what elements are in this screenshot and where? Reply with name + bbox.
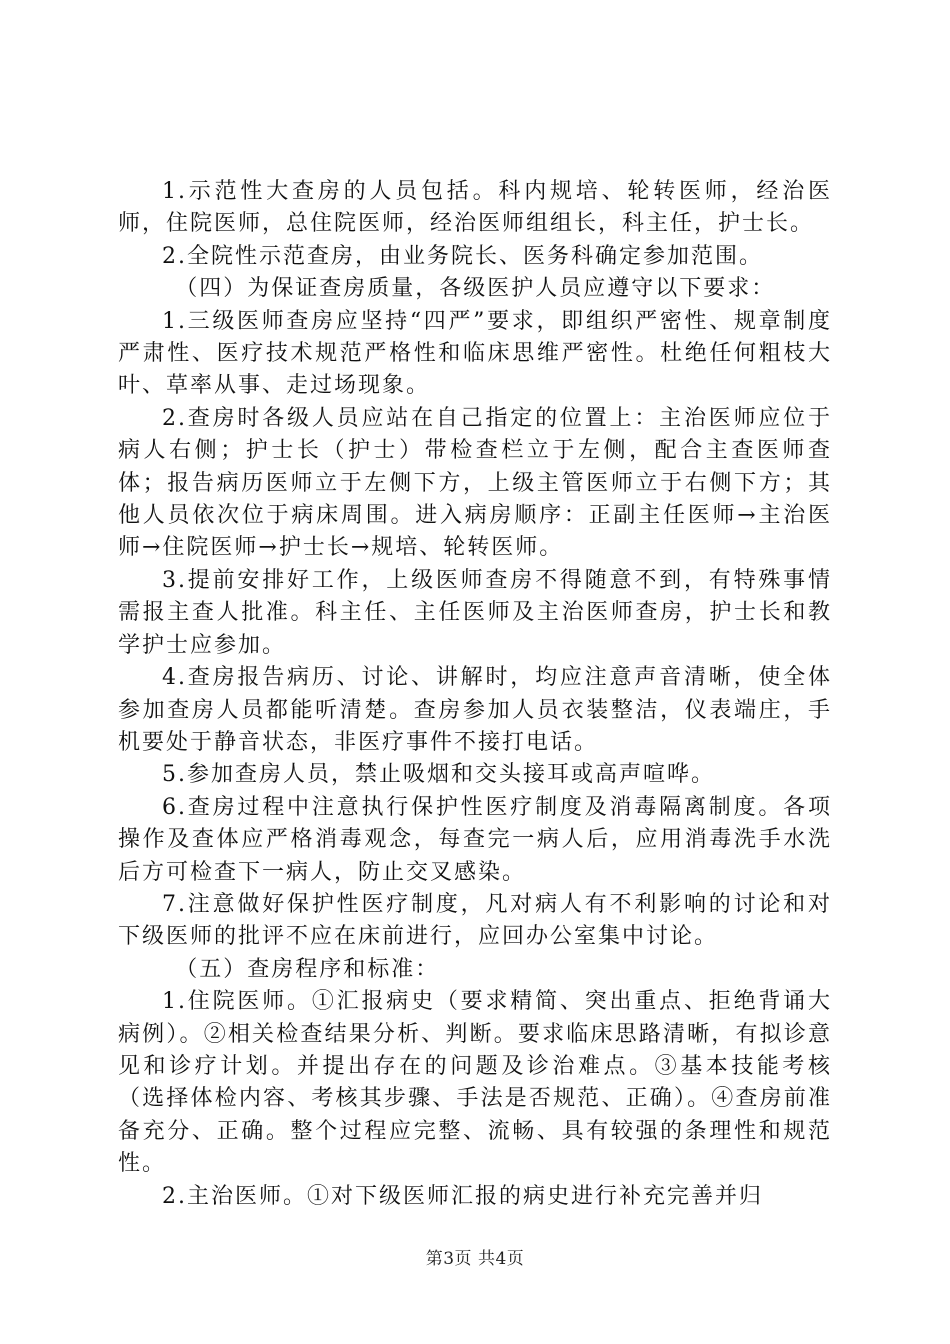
document-body bbox=[118, 176, 832, 1213]
section-heading-4: （四）为保证查房质量，各级医护人员应遵守以下要求： bbox=[175, 276, 776, 302]
paragraph-requirement-6: 6.查房过程中注意执行保护性医疗制度及消毒隔离制度。各项操作及查体应严格消毒观念，每查完一病人后，应用消毒洗手水洗后方可检查下一病人，防止交叉感染。 bbox=[118, 794, 832, 885]
paragraph-hospital-demo-rounds: 2.全院性示范查房，由业务院长、医务科确定参加范围。 bbox=[162, 243, 763, 269]
paragraph-requirement-1: 1.三级医师查房应坚持“四严”要求，即组织严密性、规章制度严肃性、医疗技术规范严格性和临床思维严密性。杜绝任何粗枝大叶、草率从事、走过场现象。 bbox=[118, 308, 832, 399]
page-footer: 第3页 共4页 bbox=[425, 1249, 525, 1269]
paragraph-rounds-participants: 1.示范性大查房的人员包括。科内规培、轮转医师，经治医师，住院医师，总住院医师，经治医师组组长，科主任，护士长。 bbox=[118, 179, 832, 237]
paragraph-attending-procedure: 2.主治医师。①对下级医师汇报的病史进行补充完善并归 bbox=[162, 1183, 763, 1209]
paragraph-requirement-2: 2.查房时各级人员应站在自己指定的位置上：主治医师应位于病人右侧；护士长（护士）带检查栏立于左侧，配合主查医师查体；报告病历医师立于左侧下方，上级主管医师立于右侧下方；其他人员依次位于病床周围。进入病房顺序：正副主任医师→主治医师→住院医师→护士长→规培、轮转医师。 bbox=[118, 405, 832, 561]
section-heading-5: （五）查房程序和标准： bbox=[175, 956, 440, 982]
paragraph-requirement-7: 7.注意做好保护性医疗制度，凡对病人有不利影响的讨论和对下级医师的批评不应在床前进行，应回办公室集中讨论。 bbox=[118, 891, 832, 950]
paragraph-resident-procedure: 1.住院医师。①汇报病史（要求精简、突出重点、拒绝背诵大病例）。②相关检查结果分析、判断。要求临床思路清晰，有拟诊意见和诊疗计划。并提出存在的问题及诊治难点。③基本技能考核（选择体检内容、考核其步骤、手法是否规范、正确）。④查房前准备充分、正确。整个过程应完整、流畅、具有较强的条理性和规范性。 bbox=[118, 989, 832, 1177]
paragraph-requirement-5: 5.参加查房人员，禁止吸烟和交头接耳或高声喧哗。 bbox=[162, 762, 715, 788]
paragraph-requirement-4: 4.查房报告病历、讨论、讲解时，均应注意声音清晰，使全体参加查房人员都能听清楚。查房参加人员衣装整洁，仪表端庄，手机要处于静音状态，非医疗事件不接打电话。 bbox=[118, 665, 832, 755]
paragraph-requirement-3: 3.提前安排好工作，上级医师查房不得随意不到，有特殊事情需报主查人批准。科主任、主任医师及主治医师查房，护士长和教学护士应参加。 bbox=[118, 567, 832, 658]
